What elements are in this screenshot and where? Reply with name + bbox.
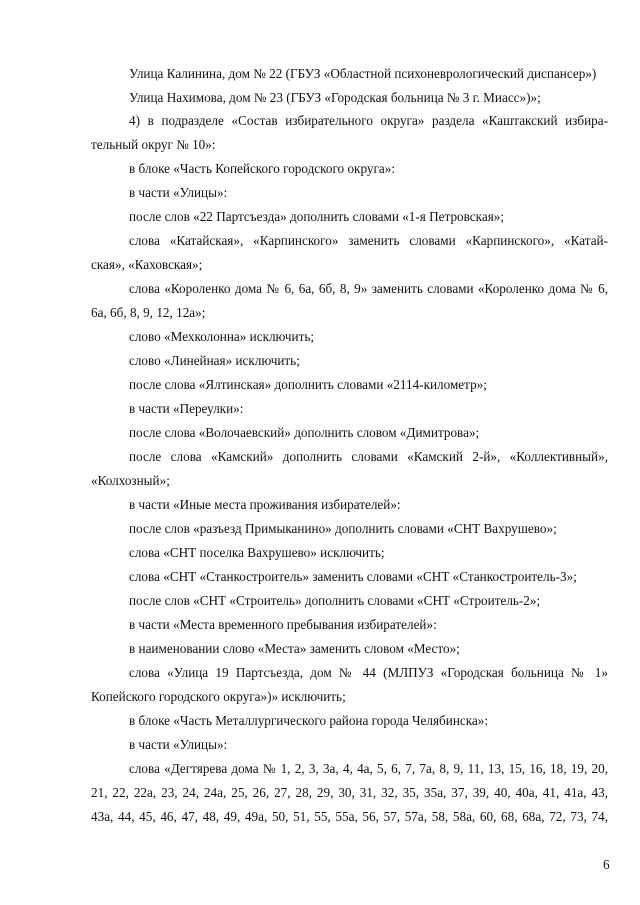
text-line: «Колхозный»;: [91, 473, 170, 488]
text-line: после слов «СНТ «Строитель» дополнить словами «СНТ «Строитель-2»;: [129, 593, 541, 608]
page-number: 6: [603, 857, 610, 872]
text-line: тельный округ № 10»:: [91, 137, 216, 152]
text-line: Улица Калинина, дом № 22 (ГБУЗ «Областной психоневрологический диспансер»): [129, 66, 597, 81]
text-line: ская», «Каховская»;: [91, 257, 203, 272]
text-line: после слова «Волочаевский» дополнить словом «Димитрова»;: [129, 425, 480, 440]
text-line: после слова «Камский» дополнить словами «Камский 2-й», «Коллективный»,: [129, 449, 608, 464]
text-line: слова «Короленко дома № 6, 6а, 6б, 8, 9» заменить словами «Короленко дома № 6,: [129, 281, 608, 296]
text-line: после слов «22 Партсъезда» дополнить словами «1-я Петровская»;: [129, 209, 505, 224]
text-line: в части «Улицы»:: [129, 737, 228, 752]
text-line: слово «Линейная» исключить;: [129, 353, 300, 368]
text-line: после слова «Ялтинская» дополнить словами «2114-километр»;: [129, 377, 487, 392]
text-line: слова «Дегтярева дома № 1, 2, 3, 3а, 4, 4а, 5, 6, 7, 7а, 8, 9, 11, 13, 15, 16, 18, 19, 20,: [129, 761, 608, 776]
text-line: в части «Переулки»:: [129, 401, 244, 416]
text-line: Копейского городского округа»)» исключить;: [91, 689, 346, 704]
text-line: в наименовании слово «Места» заменить словом «Место»;: [129, 641, 460, 656]
text-line: после слов «разъезд Примыканино» дополнить словами «СНТ Вахрушево»;: [129, 521, 557, 536]
text-line: Улица Нахимова, дом № 23 (ГБУЗ «Городская больница № 3 г. Миасс»)»;: [129, 90, 541, 105]
text-line: в блоке «Часть Копейского городского округа»:: [129, 161, 395, 176]
text-line: слова «Улица 19 Партсъезда, дом № 44 (МЛПУЗ «Городская больница № 1»: [129, 665, 608, 680]
text-line: слова «СНТ поселка Вахрушево» исключить;: [129, 545, 385, 560]
text-line: слова «СНТ «Станкостроитель» заменить словами «СНТ «Станкостроитель-3»;: [129, 569, 577, 584]
text-line: в части «Иные места проживания избирателей»:: [129, 497, 401, 512]
text-line: в части «Места временного пребывания избирателей»:: [129, 617, 437, 632]
text-line: в блоке «Часть Металлургического района города Челябинска»:: [129, 713, 489, 728]
text-line: слово «Мехколонна» исключить;: [129, 329, 315, 344]
text-line: 4) в подразделе «Состав избирательного округа» раздела «Каштакский избира-: [129, 113, 608, 128]
text-line: 21, 22, 22а, 23, 24, 24а, 25, 26, 27, 28, 29, 30, 31, 32, 35, 35а, 37, 39, 40, 40а, 41, 41а, 43,: [91, 785, 608, 800]
text-line: слова «Катайская», «Карпинского» заменить словами «Карпинского», «Катай-: [129, 233, 608, 248]
text-line: 43а, 44, 45, 46, 47, 48, 49, 49а, 50, 51, 55, 55а, 56, 57, 57а, 58, 58а, 60, 68, 68а, 72, 73, 74,: [91, 809, 608, 824]
text-line: в части «Улицы»:: [129, 185, 228, 200]
text-line: 6а, 6б, 8, 9, 12, 12а»;: [91, 305, 206, 320]
